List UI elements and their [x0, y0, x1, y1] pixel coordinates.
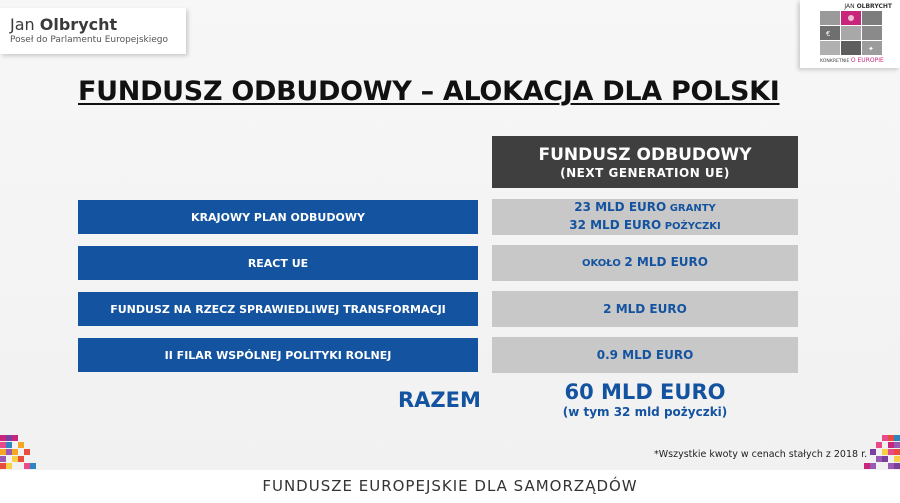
row-label-fundusz-transformacji [78, 292, 478, 326]
row-value-line1 [574, 199, 716, 217]
mosaic-tile [894, 442, 900, 448]
svg-text:€: € [826, 30, 831, 38]
author-last-name: Olbrycht [39, 15, 118, 34]
row-value-suffix: GRANTY [666, 203, 716, 214]
row-value-prefix: OKOŁO [582, 258, 625, 269]
total-value: 60 MLD EURO [564, 380, 726, 404]
mosaic-tile [882, 435, 888, 441]
mosaic-tile [888, 449, 894, 455]
row-value-main: 0.9 MLD EURO [596, 348, 694, 362]
footnote: *Wszystkie kwoty w cenach stałych z 2018 r. [654, 449, 868, 460]
row-label-text: KRAJOWY PLAN ODBUDOWY [191, 210, 365, 224]
mosaic-tile [864, 463, 870, 469]
row-label-text: REACT UE [247, 256, 309, 270]
mosaic-tile [0, 456, 6, 462]
row-value-main: 2 MLD EURO [624, 255, 708, 269]
mosaic-tile [894, 449, 900, 455]
mosaic-tile [888, 435, 894, 441]
total-detail: (w tym 32 mld pożyczki) [562, 405, 728, 419]
row-label-text: II FILAR WSPÓLNEJ POLITYKI ROLNEJ [164, 348, 392, 362]
author-name [10, 16, 186, 34]
mosaic-tile [12, 435, 18, 441]
row-label-krajowy-plan [78, 200, 478, 234]
logo-top-last: OLBRYCHT [856, 3, 892, 10]
mosaic-decoration-left [0, 432, 36, 470]
logo-bottom-left: KONKRETNIE [820, 59, 850, 64]
page-title: FUNDUSZ ODBUDOWY – ALOKACJA DLA POLSKI [78, 76, 780, 107]
row-value-ii-filar [492, 337, 798, 373]
mosaic-tile [870, 449, 876, 455]
mosaic-tile [18, 456, 24, 462]
logo-bottom-right: O EUROPIE [850, 57, 884, 64]
total-label: RAZEM [398, 388, 481, 412]
mosaic-tile [6, 442, 12, 448]
row-value-main: 2 MLD EURO [603, 302, 687, 316]
mosaic-tile [870, 463, 876, 469]
mosaic-tile [6, 463, 12, 469]
row-value-line2 [569, 217, 721, 235]
row-value-suffix: POŻYCZKI [661, 221, 721, 232]
mosaic-tile [882, 456, 888, 462]
mosaic-tile [12, 449, 18, 455]
footer: FUNDUSZE EUROPEJSKIE DLA SAMORZĄDÓW [0, 470, 900, 503]
mosaic-tile [30, 463, 36, 469]
mosaic-tile [894, 456, 900, 462]
mosaic-tile [876, 442, 882, 448]
mosaic-tile [888, 442, 894, 448]
total-value-block [492, 380, 798, 420]
row-value-main: 23 MLD EURO [574, 200, 667, 214]
mosaic-tile [18, 442, 24, 448]
svg-text:✦: ✦ [868, 45, 874, 53]
puzzle-icon [820, 11, 882, 55]
mosaic-tile [894, 463, 900, 469]
row-label-ii-filar [78, 338, 478, 372]
logo-top-first: JAN [844, 3, 855, 10]
logo [800, 0, 900, 68]
mosaic-tile [876, 456, 882, 462]
column-header-line1: FUNDUSZ ODBUDOWY [538, 145, 752, 165]
row-value-main: 32 MLD EURO [569, 218, 662, 232]
author-first-name: Jan [10, 15, 35, 34]
mosaic-decoration-right [864, 432, 900, 470]
row-label-react-ue [78, 246, 478, 280]
mosaic-tile [888, 463, 894, 469]
author-box [0, 8, 186, 54]
row-label-text: FUNDUSZ NA RZECZ SPRAWIEDLIWEJ TRANSFORMACJI [110, 302, 446, 316]
row-value-krajowy-plan [492, 199, 798, 235]
column-header [492, 136, 798, 188]
mosaic-tile [882, 449, 888, 455]
row-value-line [582, 254, 708, 272]
row-value-react-ue [492, 245, 798, 281]
row-value-fundusz-transformacji [492, 291, 798, 327]
logo-top-text [844, 3, 892, 10]
author-role: Poseł do Parlamentu Europejskiego [10, 35, 169, 45]
column-header-line2: (NEXT GENERATION UE) [560, 166, 730, 180]
mosaic-tile [24, 449, 30, 455]
logo-bottom-text [820, 57, 898, 64]
mosaic-tile [894, 435, 900, 441]
